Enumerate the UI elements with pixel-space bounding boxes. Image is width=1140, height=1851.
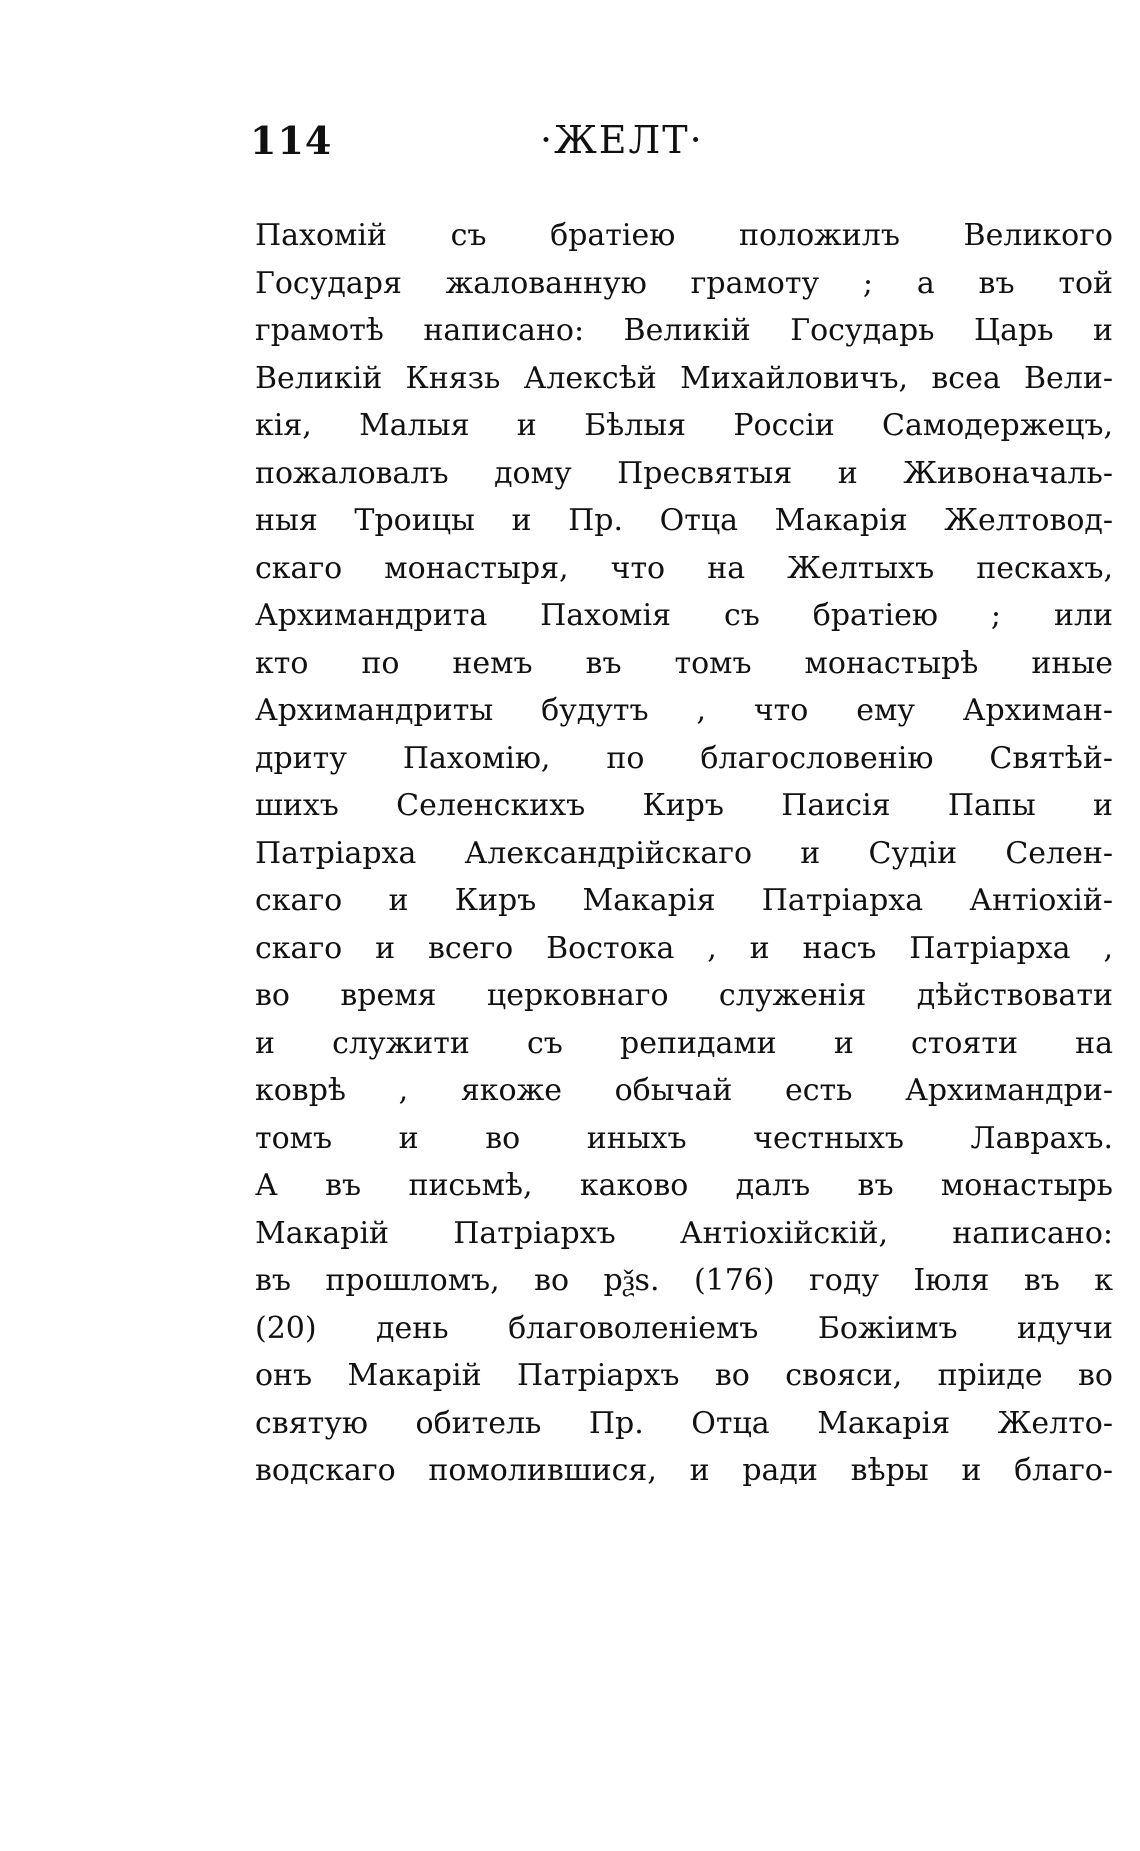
text-line: святую обитель Пр. Отца Макарія Желто-	[255, 1405, 1113, 1441]
text-line: и служити съ репидами и стояти на	[255, 1025, 1113, 1061]
page-number: 114	[250, 118, 333, 163]
text-line: кто по немъ въ томъ монастырѣ иные	[255, 645, 1113, 681]
text-line: Государя жалованную грамоту ; а въ той	[255, 265, 1113, 301]
text-line: Архимандрита Пахомія съ братіею ; или	[255, 598, 1113, 633]
text-line: Великій Князь Алексѣй Михайловичъ, всеа Вели-	[255, 360, 1113, 396]
text-line: коврѣ , якоже обычай есть Архимандри-	[255, 1073, 1113, 1108]
text-line: А въ письмѣ, каково далъ въ монастырь	[255, 1168, 1113, 1203]
text-line: грамотѣ написано: Великій Государь Царь и	[255, 313, 1113, 348]
text-line: въ прошломъ, во рѯѕ. (176) году Іюля въ к	[255, 1263, 1113, 1298]
text-line: Пахомій съ братіею положилъ Великого	[255, 218, 1113, 253]
text-line: пожаловалъ дому Пресвятыя и Живоначаль-	[255, 455, 1113, 491]
running-head: ·ЖЕЛТ·	[540, 118, 704, 162]
text-line: Патріарха Александрійскаго и Судіи Селен-	[255, 835, 1113, 871]
text-line: скаго и Киръ Макарія Патріарха Антіохій-	[255, 883, 1113, 918]
text-line: шихъ Селенскихъ Киръ Паисія Папы и	[255, 788, 1113, 823]
text-line: Макарій Патріархъ Антіохійскій, написано:	[255, 1215, 1113, 1251]
text-line: (20) день благоволеніемъ Божіимъ идучи	[255, 1310, 1113, 1346]
text-line: томъ и во иныхъ честныхъ Лаврахъ.	[255, 1120, 1113, 1156]
text-line: дриту Пахомію, по благословенію Святѣй-	[255, 740, 1113, 776]
body-text	[255, 212, 1113, 1495]
text-line: онъ Макарій Патріархъ во свояси, пріиде во	[255, 1358, 1113, 1393]
text-line: ныя Троицы и Пр. Отца Макарія Желтовод-	[255, 503, 1113, 538]
text-line: кія, Малыя и Бѣлыя Россіи Самодержецъ,	[255, 408, 1113, 443]
text-line: скаго и всего Востока , и насъ Патріарха ,	[255, 930, 1113, 966]
page-header	[250, 118, 910, 178]
text-line: водскаго помолившися, и ради вѣры и благо-	[255, 1453, 1113, 1488]
text-line: Архимандриты будутъ , что ему Архиман-	[255, 693, 1113, 728]
text-line: скаго монастыря, что на Желтыхъ пескахъ,	[255, 550, 1113, 586]
text-line: во время церковнаго служенія дѣйствовати	[255, 978, 1113, 1013]
